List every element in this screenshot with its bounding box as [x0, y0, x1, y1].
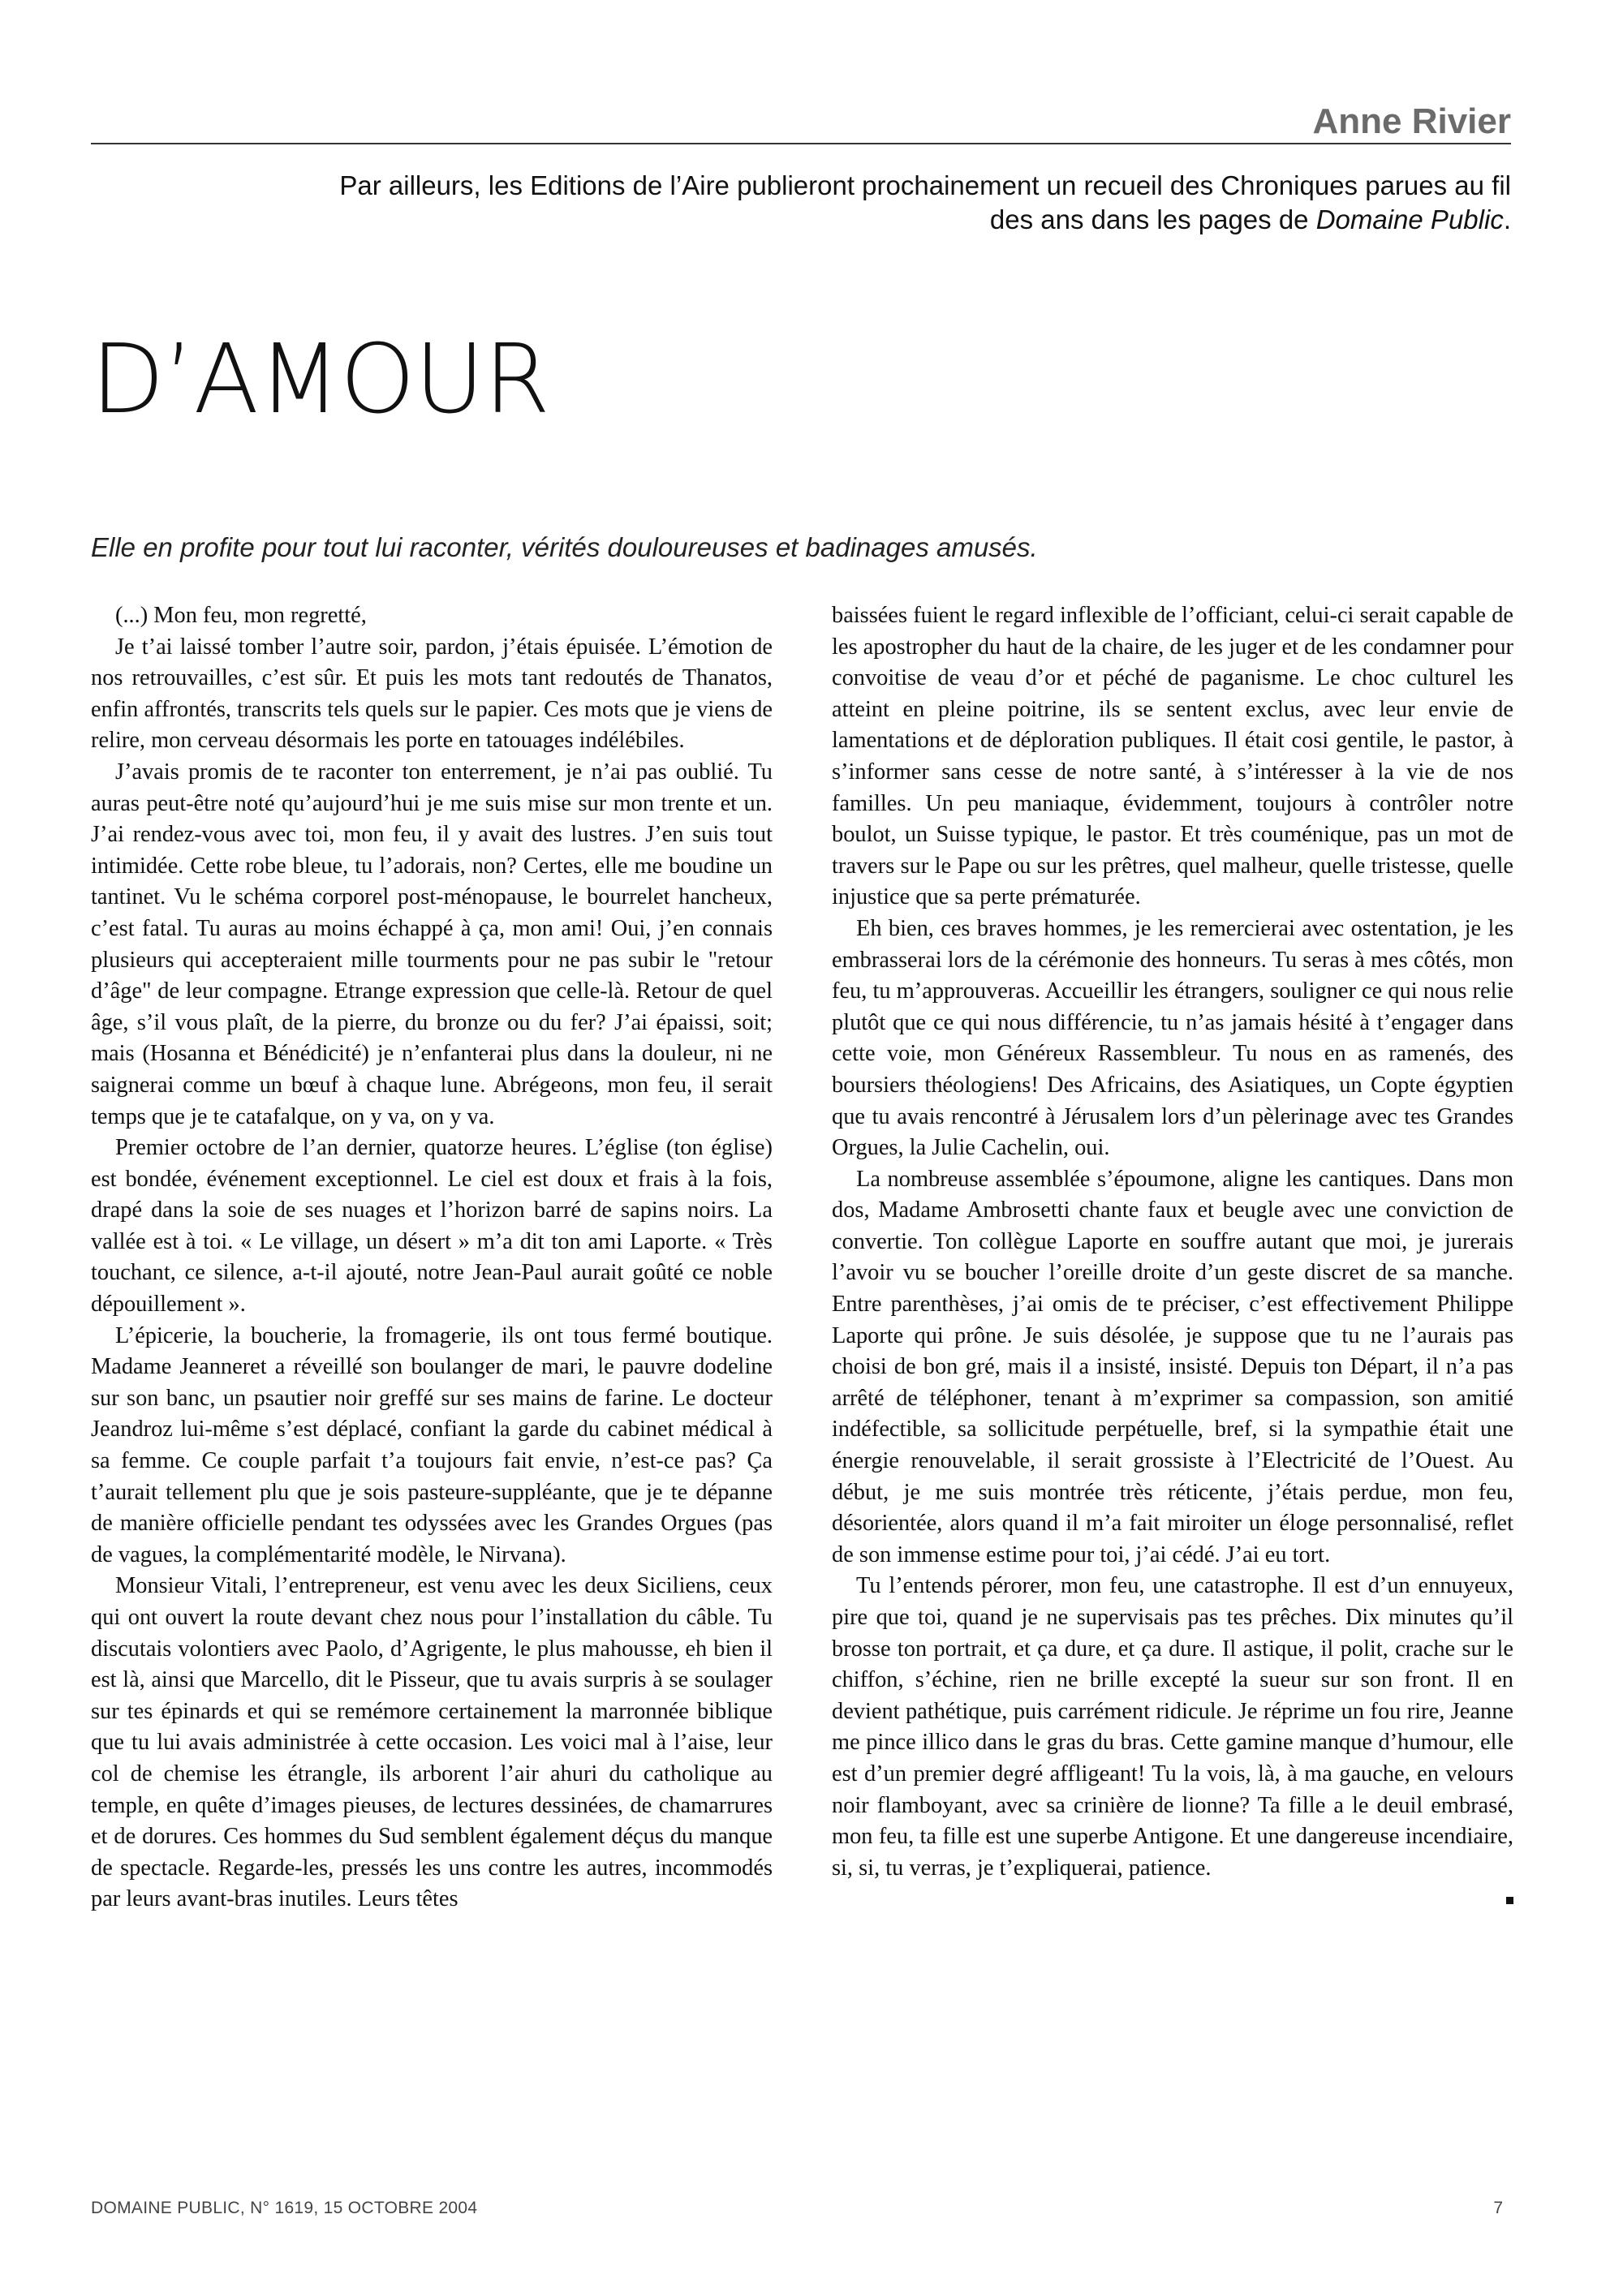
intro-publication-name: Domaine Public [1315, 204, 1504, 234]
article-column-right [832, 600, 1513, 1904]
page-number: 7 [1493, 2199, 1503, 2217]
paragraph-continued: baissées fuient le regard inflexible de l’officiant, celui-ci serait capable de les apostropher du haut de la chaire, de les juger et de les condamner pour convoitise de veau d’or et péché de paganisme. Le choc culturel les atteint en pleine poitrine, ils se sentent exclus, avec leur envie de lamentations et de déploration publiques. Il était cosi gentile, le pastor, à s’informer sans cesse de notre santé, à s’intéresser à la vie de nos familles. Un peu maniaque, évidemment, toujours à contrôler notre boulot, un Suisse typique, le pastor. Et très couménique, pas un mot de travers sur le Pape ou sur les prêtres, quel malheur, quelle tristesse, quelle injustice que sa perte prématurée. [832, 603, 1513, 910]
paragraph: Je t’ai laissé tomber l’autre soir, pardon, j’étais épuisée. L’émotion de nos retrouvailles, c’est sûr. Et puis les mots tant redoutés de Thanatos, enfin affrontés, transcrits tels quels sur le papier. Ces mots que je viens de relire, mon cerveau désormais les porte en tatouages indélébiles. [91, 634, 773, 754]
intro-text-end: . [1503, 204, 1511, 234]
paragraph: La nombreuse assemblée s’époumone, aligne les cantiques. Dans mon dos, Madame Ambrosetti chante faux et beugle avec une conviction de convertie. Ton collègue Laporte en souffre autant que moi, je jurerais l’avoir vu se boucher l’oreille droite d’un geste discret de sa manche. Entre parenthèses, j’ai omis de te préciser, c’est effectivement Philippe Laporte qui prône. Je suis désolée, je suppose que tu ne l’aurais pas choisi de bon gré, mais il a insisté, insisté. Depuis ton Départ, il n’a pas arrêté de téléphoner, tenant à m’exprimer sa compassion, son amitié indéfectible, sa sollicitude perpétuelle, bref, si la sympathie était une énergie renouvelable, il serait grossiste à l’Electricité de l’Ouest. Au début, je me suis montrée très réticente, j’étais perdue, mon feu, désorientée, alors quand il m’a fait miroiter un éloge personnalisé, reflet de son immense estime pour toi, j’ai cédé. J’ai eu tort. [832, 1166, 1513, 1567]
end-of-article-mark [1506, 1897, 1513, 1904]
paragraph: L’épicerie, la boucherie, la fromagerie, ils ont tous fermé boutique. Madame Jeanneret a réveillé son boulanger de mari, le pauvre dodeline sur son banc, un psautier noir greffé sur ses mains de farine. Le docteur Jeandroz lui-même s’est déplacé, confiant la garde du cabinet médical à sa femme. Ce couple parfait t’a toujours fait envie, n’est-ce pas? Ça t’aurait tellement plu que je sois pasteure-suppléante, que je te dépanne de manière officielle pendant tes odyssées avec les Grandes Orgues (pas de vagues, la complémentarité modèle, le Nirvana). [91, 1322, 773, 1567]
intro-text: Par ailleurs, les Editions de l’Aire publieront prochainement un recueil des Chroniques parues au fil des ans dans les pages de [339, 170, 1511, 234]
paragraph: Premier octobre de l’an dernier, quatorze heures. L’église (ton église) est bondée, événement exceptionnel. Le ciel est doux et frais à la fois, drapé dans la soie de ses nuages et l’horizon barré de sapins noirs. La vallée est à toi. « Le village, un désert » m’a dit ton ami Laporte. « Très touchant, ce silence, a-t-il ajouté, notre Jean-Paul aurait goûté ce noble dépouillement ». [91, 1135, 773, 1318]
paragraph: (...) Mon feu, mon regretté, [115, 603, 367, 628]
page-header [91, 101, 1511, 144]
article-title: D’AMOUR [91, 323, 550, 435]
author-name: Anne Rivier [1312, 101, 1511, 141]
paragraph: Eh bien, ces braves hommes, je les remercierai avec ostentation, je les embrasserai lors de la cérémonie des honneurs. Tu seras à mes côtés, mon feu, tu m’approuveras. Accueillir les étrangers, souligner ce qui nous relie plutôt que ce qui nous différencie, tu n’as jamais hésité à t’engager dans cette voie, mon Généreux Rassembleur. Tu nous en as ramenés, des boursiers théologiens! Des Africains, des Asiatiques, un Copte égyptien que tu avais rencontré à Jérusalem lors d’un pèlerinage avec tes Grandes Orgues, la Julie Cachelin, oui. [832, 915, 1513, 1161]
footer-publication: DOMAINE PUBLIC, N° 1619, 15 OCTOBRE 2004 [91, 2199, 478, 2217]
intro-note [294, 169, 1511, 237]
article-column-left [91, 600, 773, 1915]
paragraph: Monsieur Vitali, l’entrepreneur, est venu avec les deux Siciliens, ceux qui ont ouvert la route devant chez nous pour l’installation du câble. Tu discutais volontiers avec Paolo, d’Agrigente, le plus mahousse, eh bien il est là, ainsi que Marcello, dit le Pisseur, que tu avais surpris à se soulager sur tes épinards et qui se remémore certainement la marronnée biblique que tu lui avais administrée à cette occasion. Les voici mal à l’aise, leur col de chemise les étrangle, ils arborent l’air ahuri du catholique au temple, en quête d’images pieuses, de lectures dessinées, de chamarrures et de dorures. Ces hommes du Sud semblent également déçus du manque de spectacle. Regarde-les, pressés les uns contre les autres, incommodés par leurs avant-bras inutiles. Leurs têtes [91, 1573, 773, 1912]
paragraph: J’avais promis de te raconter ton enterrement, je n’ai pas oublié. Tu auras peut-être noté qu’aujourd’hui je me suis mise sur mon trente et un. J’ai rendez-vous avec toi, mon feu, il y avait des lustres. J’en suis tout intimidée. Cette robe bleue, tu l’adorais, non? Certes, elle me boudine un tantinet. Vu le schéma corporel post-ménopause, le bourrelet hancheux, c’est fatal. Tu auras au moins échappé à ça, mon ami! Oui, j’en connais plusieurs qui accepteraient mille tourments pour ne pas subir le "retour d’âge" de leur compagne. Etrange expression que celle-là. Retour de quel âge, s’il vous plaît, de la pierre, du bronze ou du fer? J’ai épaissi, soit; mais (Hosanna et Bénédicité) je n’enfanterai plus dans la douleur, ni ne saignerai comme un bœuf à chaque lune. Abrégeons, mon feu, il serait temps que je te catafalque, on y va, on y va. [91, 759, 773, 1129]
article-lede: Elle en profite pour tout lui raconter, vérités douloureuses et badinages amusés. [91, 532, 1038, 562]
paragraph: Tu l’entends pérorer, mon feu, une catastrophe. Il est d’un ennuyeux, pire que toi, quand je ne supervisais pas tes prêches. Dix minutes qu’il brosse ton portrait, et ça dure, et ça dure. Il astique, il polit, crache sur le chiffon, s’échine, rien ne brille excepté la sueur sur son front. Il en devient pathétique, puis carrément ridicule. Je réprime un fou rire, Jeanne me pince illico dans le gras du bras. Cette gamine manque d’humour, elle est d’un premier degré affligeant! Tu la vois, là, à ma gauche, en velours noir flamboyant, avec sa crinière de lionne? Ta fille a le deuil embrasé, mon feu, ta fille est une superbe Antigone. Et une dangereuse incendiaire, si, si, tu verras, je t’expliquerai, patience. [832, 1573, 1513, 1881]
